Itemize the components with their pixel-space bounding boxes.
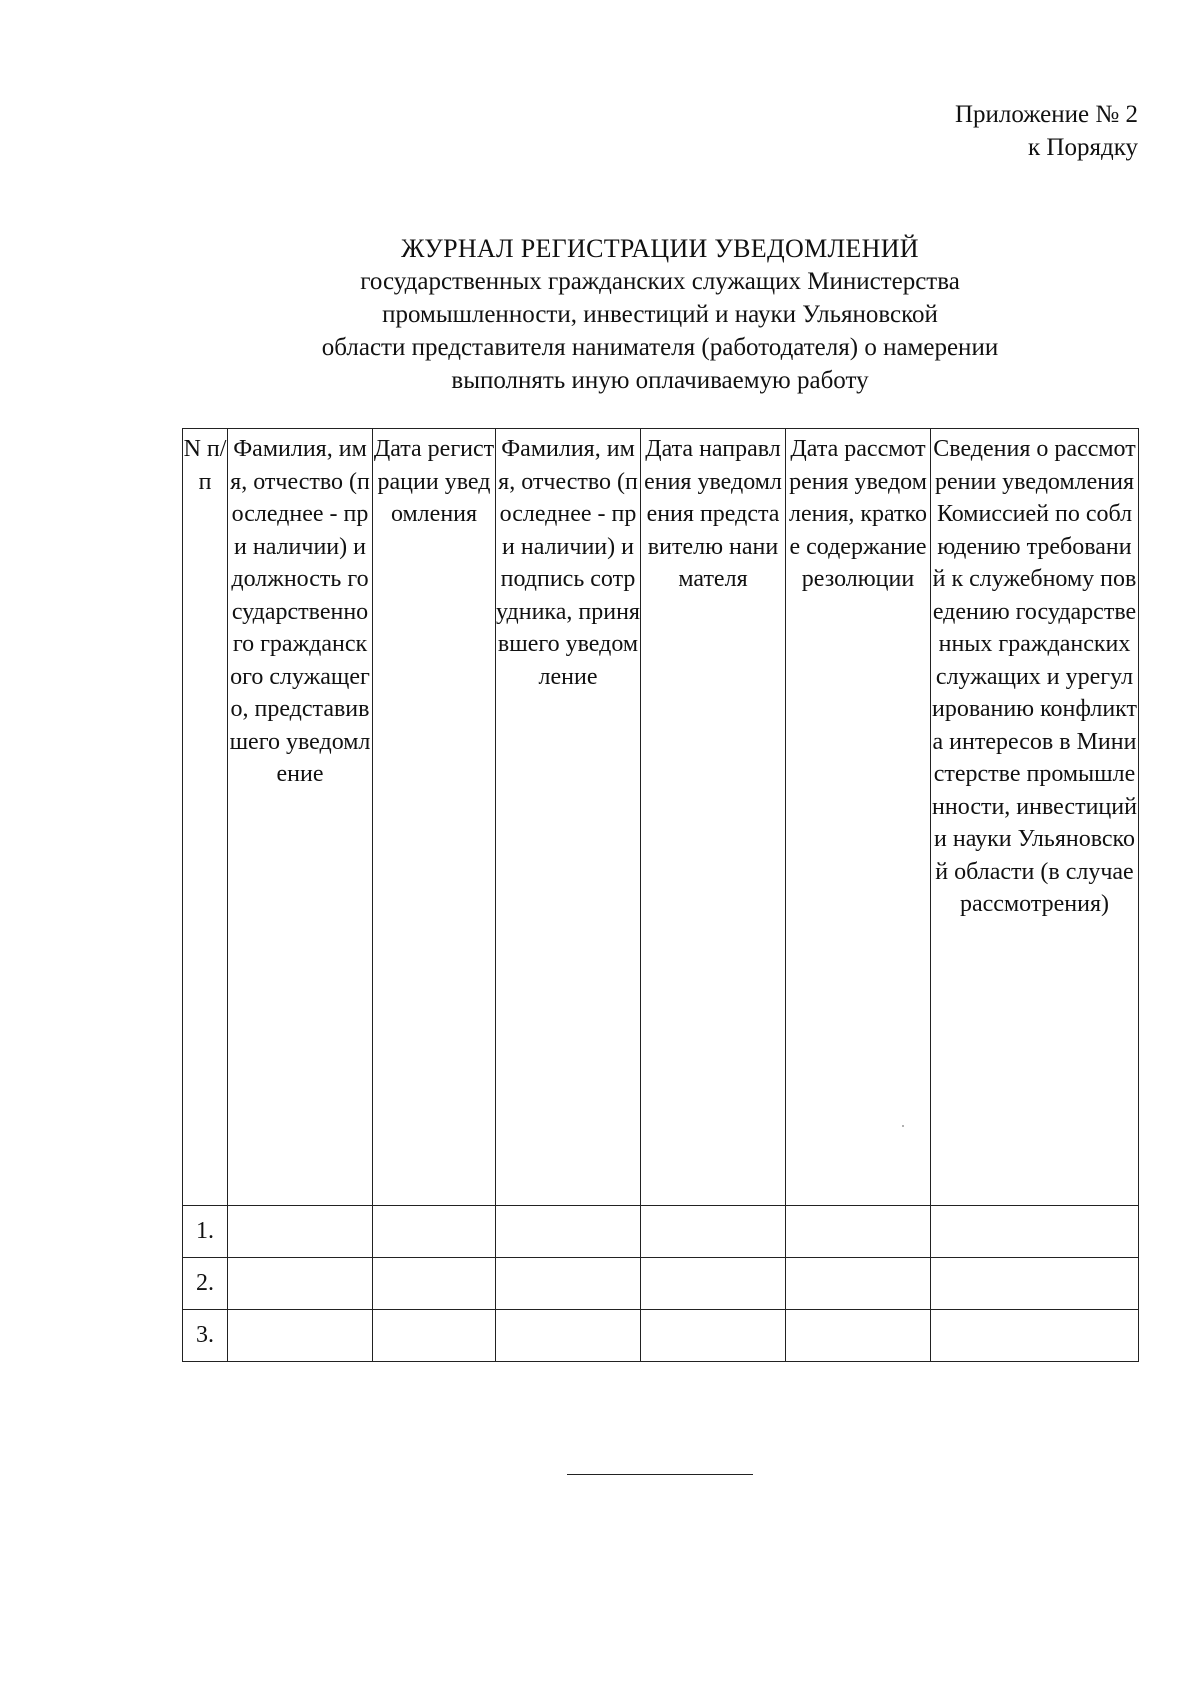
appendix-order: к Порядку — [1028, 134, 1138, 161]
table-cell — [786, 1258, 931, 1310]
table-cell — [931, 1310, 1139, 1362]
table-cell — [228, 1258, 373, 1310]
header-review-date: Дата рассмотрения уведомления, краткое содержание резолюции — [786, 429, 931, 1206]
table-cell — [496, 1258, 641, 1310]
table-cell — [931, 1206, 1139, 1258]
table-cell — [373, 1310, 496, 1362]
document-title-block — [160, 232, 1160, 397]
table-cell — [786, 1206, 931, 1258]
header-number: N п/п — [183, 429, 228, 1206]
table-row — [183, 1258, 1139, 1310]
table-cell — [228, 1310, 373, 1362]
row-number: 2. — [183, 1258, 228, 1310]
document-subtitle-line: государственных гражданских служащих Министерства — [360, 268, 960, 295]
table-cell — [373, 1258, 496, 1310]
registration-journal-table — [182, 428, 1139, 1362]
table-cell — [228, 1206, 373, 1258]
closing-divider-line — [567, 1474, 753, 1475]
header-commission-info: Сведения о рассмотрении уведомления Комиссией по соблюдению требований к служебному поведению государственных гражданских служащих и урегулированию конфликта интересов в Министерстве промышленности, инвестиций и науки Ульяновской области (в случае рассмотрения) — [931, 429, 1139, 1206]
appendix-reference — [955, 98, 1138, 164]
table-cell — [373, 1206, 496, 1258]
table-cell — [931, 1258, 1139, 1310]
table-cell — [641, 1206, 786, 1258]
table-row — [183, 1310, 1139, 1362]
header-receiver-name: Фамилия, имя, отчество (последнее - при наличии) и подпись сотрудника, принявшего уведомление — [496, 429, 641, 1206]
header-sending-date: Дата направления уведомления представителю нанимателя — [641, 429, 786, 1206]
table-cell — [786, 1310, 931, 1362]
table-cell — [496, 1310, 641, 1362]
row-number: 1. — [183, 1206, 228, 1258]
document-subtitle-line: промышленности, инвестиций и науки Ульяновской — [382, 301, 938, 328]
row-number: 3. — [183, 1310, 228, 1362]
table-cell — [496, 1206, 641, 1258]
table-cell — [641, 1310, 786, 1362]
table-header-row — [183, 429, 1139, 1206]
document-title: ЖУРНАЛ РЕГИСТРАЦИИ УВЕДОМЛЕНИЙ — [401, 234, 919, 263]
appendix-number: Приложение № 2 — [954, 101, 1138, 128]
table-cell — [641, 1258, 786, 1310]
document-subtitle-line: выполнять иную оплачиваемую работу — [451, 367, 869, 394]
header-employee-name: Фамилия, имя, отчество (последнее - при наличии) и должность государственного гражданского служащего, представившего уведомление — [228, 429, 373, 1206]
document-subtitle-line: области представителя нанимателя (работодателя) о намерении — [321, 334, 999, 361]
table-row — [183, 1206, 1139, 1258]
scan-speck — [902, 1125, 904, 1127]
header-registration-date: Дата регистрации уведомления — [373, 429, 496, 1206]
